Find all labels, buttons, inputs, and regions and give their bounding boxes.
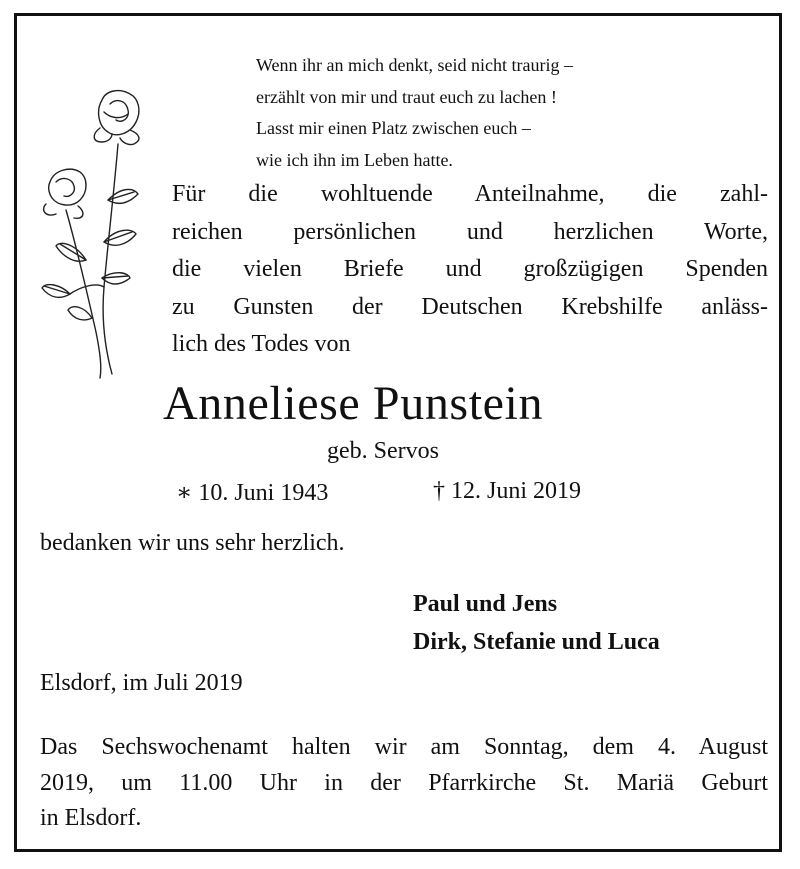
service-line: 2019, um 11.00 Uhr in der Pfarrkirche St. Mariä Geburt bbox=[40, 769, 768, 796]
service-line: in Elsdorf. bbox=[40, 805, 142, 831]
poem-line: wie ich ihn im Leben hatte. bbox=[256, 149, 453, 170]
intro-line: reichen persönlichen und herzlichen Worte, bbox=[172, 218, 768, 245]
poem-line: erzählt von mir und traut euch zu lachen ! bbox=[256, 86, 557, 107]
intro-text bbox=[172, 176, 768, 364]
intro-line: Für die wohltuende Anteilnahme, die zahl- bbox=[172, 181, 768, 207]
intro-line: lich des Todes von bbox=[172, 331, 351, 358]
service-line: Das Sechswochenamt halten wir am Sonntag, dem 4. August bbox=[40, 734, 768, 760]
intro-line: zu Gunsten der Deutschen Krebshilfe anläss- bbox=[172, 293, 768, 320]
family-line: Dirk, Stefanie und Luca bbox=[413, 629, 660, 655]
poem bbox=[256, 50, 573, 176]
rose-drawing-icon bbox=[30, 82, 170, 382]
poem-line: Wenn ihr an mich denkt, seid nicht traurig – bbox=[256, 55, 573, 75]
family-line: Paul und Jens bbox=[413, 591, 558, 617]
intro-line: die vielen Briefe und großzügigen Spenden bbox=[172, 256, 768, 283]
family-signature bbox=[413, 585, 660, 661]
deceased-name: Anneliese Punstein bbox=[163, 377, 544, 430]
place-date: Elsdorf, im Juli 2019 bbox=[40, 670, 243, 696]
thanks-text: bedanken wir uns sehr herzlich. bbox=[40, 530, 345, 556]
maiden-name: geb. Servos bbox=[327, 438, 439, 464]
death-date: † 12. Juni 2019 bbox=[433, 478, 582, 504]
birth-date: ∗ 10. Juni 1943 bbox=[176, 480, 329, 506]
poem-line: Lasst mir einen Platz zwischen euch – bbox=[256, 118, 531, 138]
service-notice bbox=[40, 730, 768, 837]
